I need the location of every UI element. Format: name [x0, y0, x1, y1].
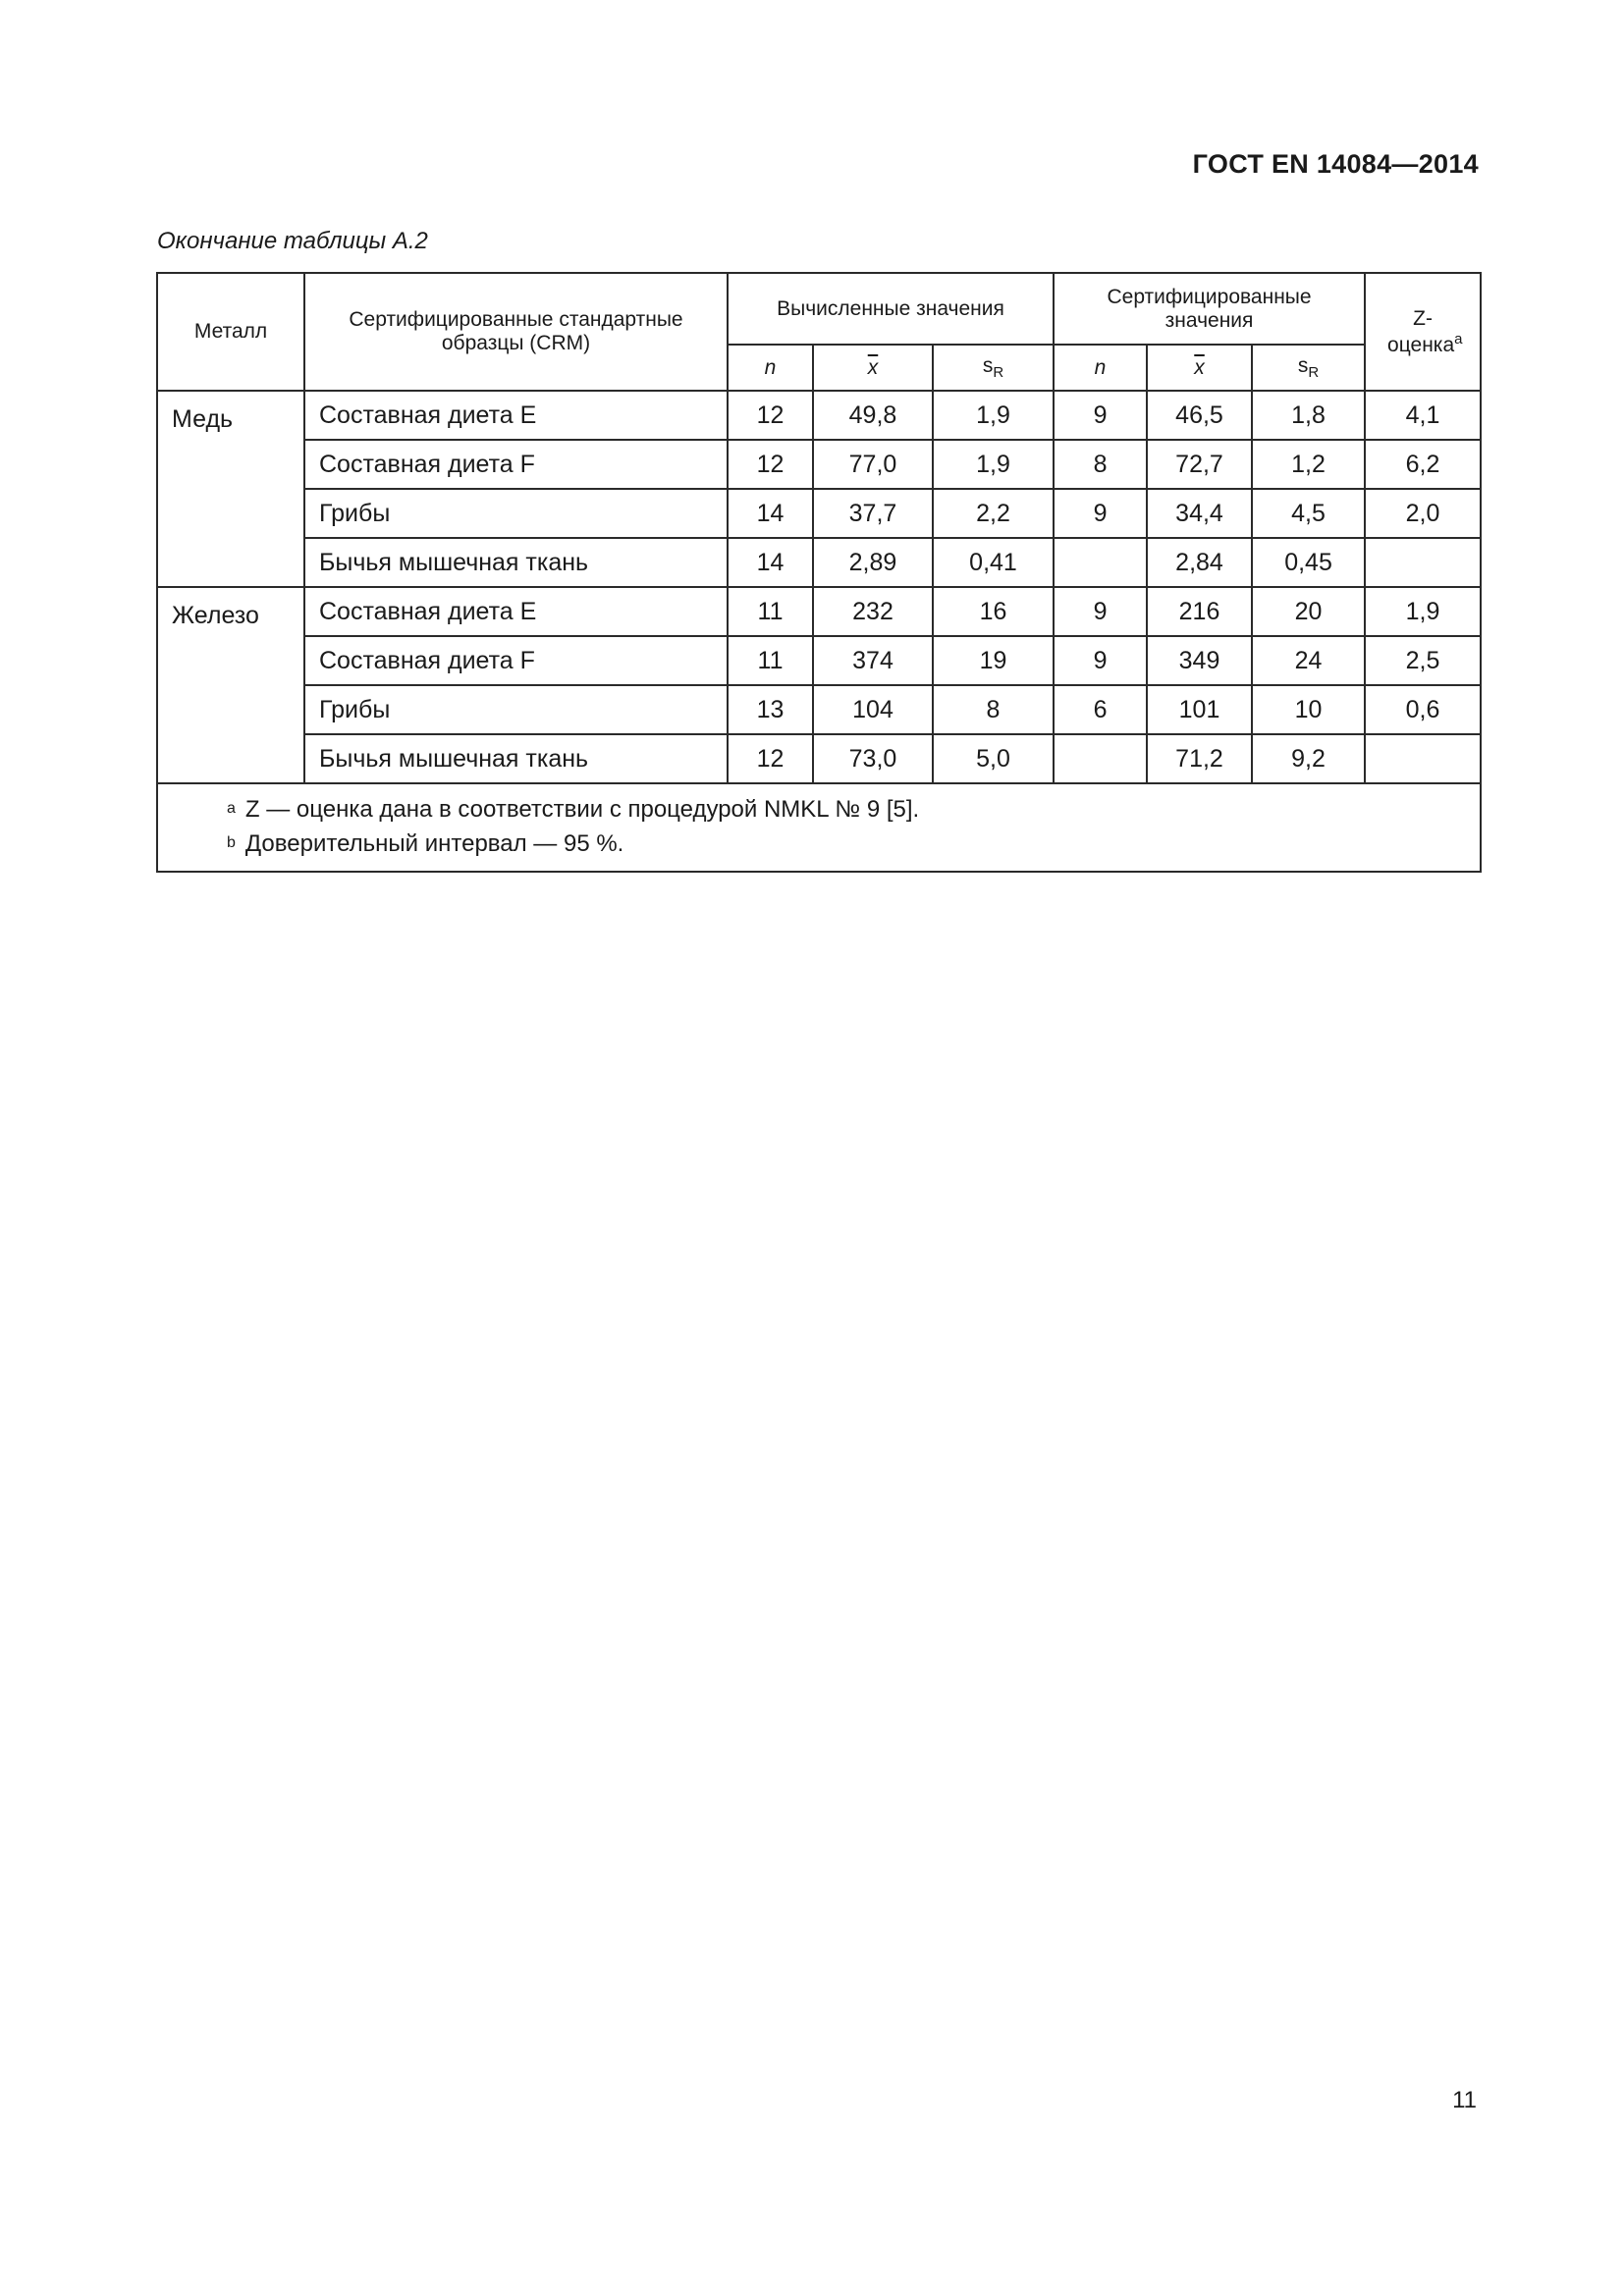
z-score-cell: 2,5	[1365, 636, 1481, 685]
cert-mean-cell: 2,84	[1147, 538, 1252, 587]
cert-n-cell: 9	[1054, 587, 1147, 636]
cert-mean-cell: 101	[1147, 685, 1252, 734]
cert-mean-cell: 34,4	[1147, 489, 1252, 538]
subheader-cert-sr-sub: R	[1308, 364, 1320, 382]
calc-mean-cell: 37,7	[813, 489, 933, 538]
metal-cell: Медь	[157, 391, 304, 587]
subheader-cert-sr	[1252, 345, 1365, 391]
calc-mean-cell: 104	[813, 685, 933, 734]
table-row	[157, 391, 1481, 440]
cert-n-cell	[1054, 734, 1147, 783]
cert-n-cell: 9	[1054, 636, 1147, 685]
z-score-cell: 4,1	[1365, 391, 1481, 440]
cert-mean-cell: 71,2	[1147, 734, 1252, 783]
footnote-b-mark: b	[227, 834, 236, 851]
calc-n-cell: 12	[728, 440, 813, 489]
calc-n-cell: 11	[728, 587, 813, 636]
cert-sr-cell: 24	[1252, 636, 1365, 685]
table-row	[157, 489, 1481, 538]
cert-sr-cell: 20	[1252, 587, 1365, 636]
cert-n-cell: 6	[1054, 685, 1147, 734]
header-metal: Металл	[157, 273, 304, 391]
table-caption: Окончание таблицы А.2	[157, 228, 428, 254]
crm-cell: Составная диета F	[304, 636, 728, 685]
subheader-calc-sr	[933, 345, 1054, 391]
subheader-cert-sr-label: s	[1297, 353, 1309, 377]
subheader-cert-mean-label: $\overline{x}$	[1194, 355, 1205, 379]
header-certified: Сертифицированные значения	[1054, 273, 1365, 345]
calc-mean-cell: 374	[813, 636, 933, 685]
cert-sr-cell: 1,8	[1252, 391, 1365, 440]
z-score-cell	[1365, 538, 1481, 587]
calc-n-cell: 11	[728, 636, 813, 685]
calc-sr-cell: 8	[933, 685, 1054, 734]
cert-sr-cell: 10	[1252, 685, 1365, 734]
z-score-cell	[1365, 734, 1481, 783]
cert-sr-cell: 9,2	[1252, 734, 1365, 783]
calc-n-cell: 13	[728, 685, 813, 734]
calc-mean-cell: 49,8	[813, 391, 933, 440]
calc-sr-cell: 19	[933, 636, 1054, 685]
cert-mean-cell: 46,5	[1147, 391, 1252, 440]
table-row	[157, 587, 1481, 636]
cert-n-cell	[1054, 538, 1147, 587]
cert-mean-cell: 72,7	[1147, 440, 1252, 489]
data-table	[156, 272, 1482, 873]
calc-mean-cell: 73,0	[813, 734, 933, 783]
crm-cell: Составная диета E	[304, 391, 728, 440]
calc-mean-cell: 77,0	[813, 440, 933, 489]
z-score-cell: 2,0	[1365, 489, 1481, 538]
table-row	[157, 734, 1481, 783]
calc-sr-cell: 1,9	[933, 391, 1054, 440]
metal-cell: Железо	[157, 587, 304, 783]
footnotes-row	[157, 783, 1481, 872]
subheader-calc-mean-label: $\overline{x}$	[867, 355, 879, 379]
crm-cell: Бычья мышечная ткань	[304, 538, 728, 587]
calc-sr-cell: 2,2	[933, 489, 1054, 538]
calc-sr-cell: 5,0	[933, 734, 1054, 783]
subheader-calc-mean	[813, 345, 933, 391]
calc-n-cell: 12	[728, 391, 813, 440]
calc-n-cell: 14	[728, 538, 813, 587]
crm-cell: Составная диета E	[304, 587, 728, 636]
table-row	[157, 440, 1481, 489]
calc-n-cell: 12	[728, 734, 813, 783]
calc-sr-cell: 0,41	[933, 538, 1054, 587]
cert-sr-cell: 0,45	[1252, 538, 1365, 587]
cert-sr-cell: 1,2	[1252, 440, 1365, 489]
page-number: 11	[1452, 2087, 1477, 2113]
calc-mean-cell: 2,89	[813, 538, 933, 587]
calc-mean-cell: 232	[813, 587, 933, 636]
header-z-score	[1365, 273, 1481, 391]
calc-n-cell: 14	[728, 489, 813, 538]
cert-n-cell: 9	[1054, 489, 1147, 538]
doc-code: ГОСТ EN 14084—2014	[1192, 149, 1479, 179]
calc-sr-cell: 16	[933, 587, 1054, 636]
subheader-cert-n-label: n	[1094, 355, 1107, 379]
cert-n-cell: 9	[1054, 391, 1147, 440]
subheader-calc-sr-label: s	[982, 353, 994, 377]
footnote-a-text: Z — оценка дана в соответствии с процедурой NMKL № 9 [5].	[244, 796, 920, 823]
subheader-calc-n	[728, 345, 813, 391]
header-z-score-mark: a	[1454, 330, 1463, 347]
subheader-cert-n	[1054, 345, 1147, 391]
subheader-calc-n-label: n	[764, 355, 777, 379]
z-score-cell: 1,9	[1365, 587, 1481, 636]
crm-cell: Бычья мышечная ткань	[304, 734, 728, 783]
header-z-score-label: Z-оценка	[1387, 306, 1455, 356]
crm-cell: Грибы	[304, 489, 728, 538]
footnotes-cell	[157, 783, 1481, 872]
cert-n-cell: 8	[1054, 440, 1147, 489]
cert-mean-cell: 349	[1147, 636, 1252, 685]
cert-sr-cell: 4,5	[1252, 489, 1365, 538]
z-score-cell: 0,6	[1365, 685, 1481, 734]
crm-cell: Составная диета F	[304, 440, 728, 489]
header-calculated: Вычисленные значения	[728, 273, 1054, 345]
footnote-a-mark: a	[227, 800, 236, 817]
subheader-cert-mean	[1147, 345, 1252, 391]
z-score-cell: 6,2	[1365, 440, 1481, 489]
footnote-b-text: Доверительный интервал — 95 %.	[244, 830, 624, 857]
header-crm: Сертифицированные стандартные образцы (CRM)	[304, 273, 728, 391]
calc-sr-cell: 1,9	[933, 440, 1054, 489]
table-row	[157, 685, 1481, 734]
table-row	[157, 636, 1481, 685]
subheader-calc-sr-sub: R	[993, 364, 1004, 382]
table-row	[157, 538, 1481, 587]
cert-mean-cell: 216	[1147, 587, 1252, 636]
crm-cell: Грибы	[304, 685, 728, 734]
footnote-a	[227, 794, 1480, 828]
footnote-b	[227, 828, 1480, 863]
